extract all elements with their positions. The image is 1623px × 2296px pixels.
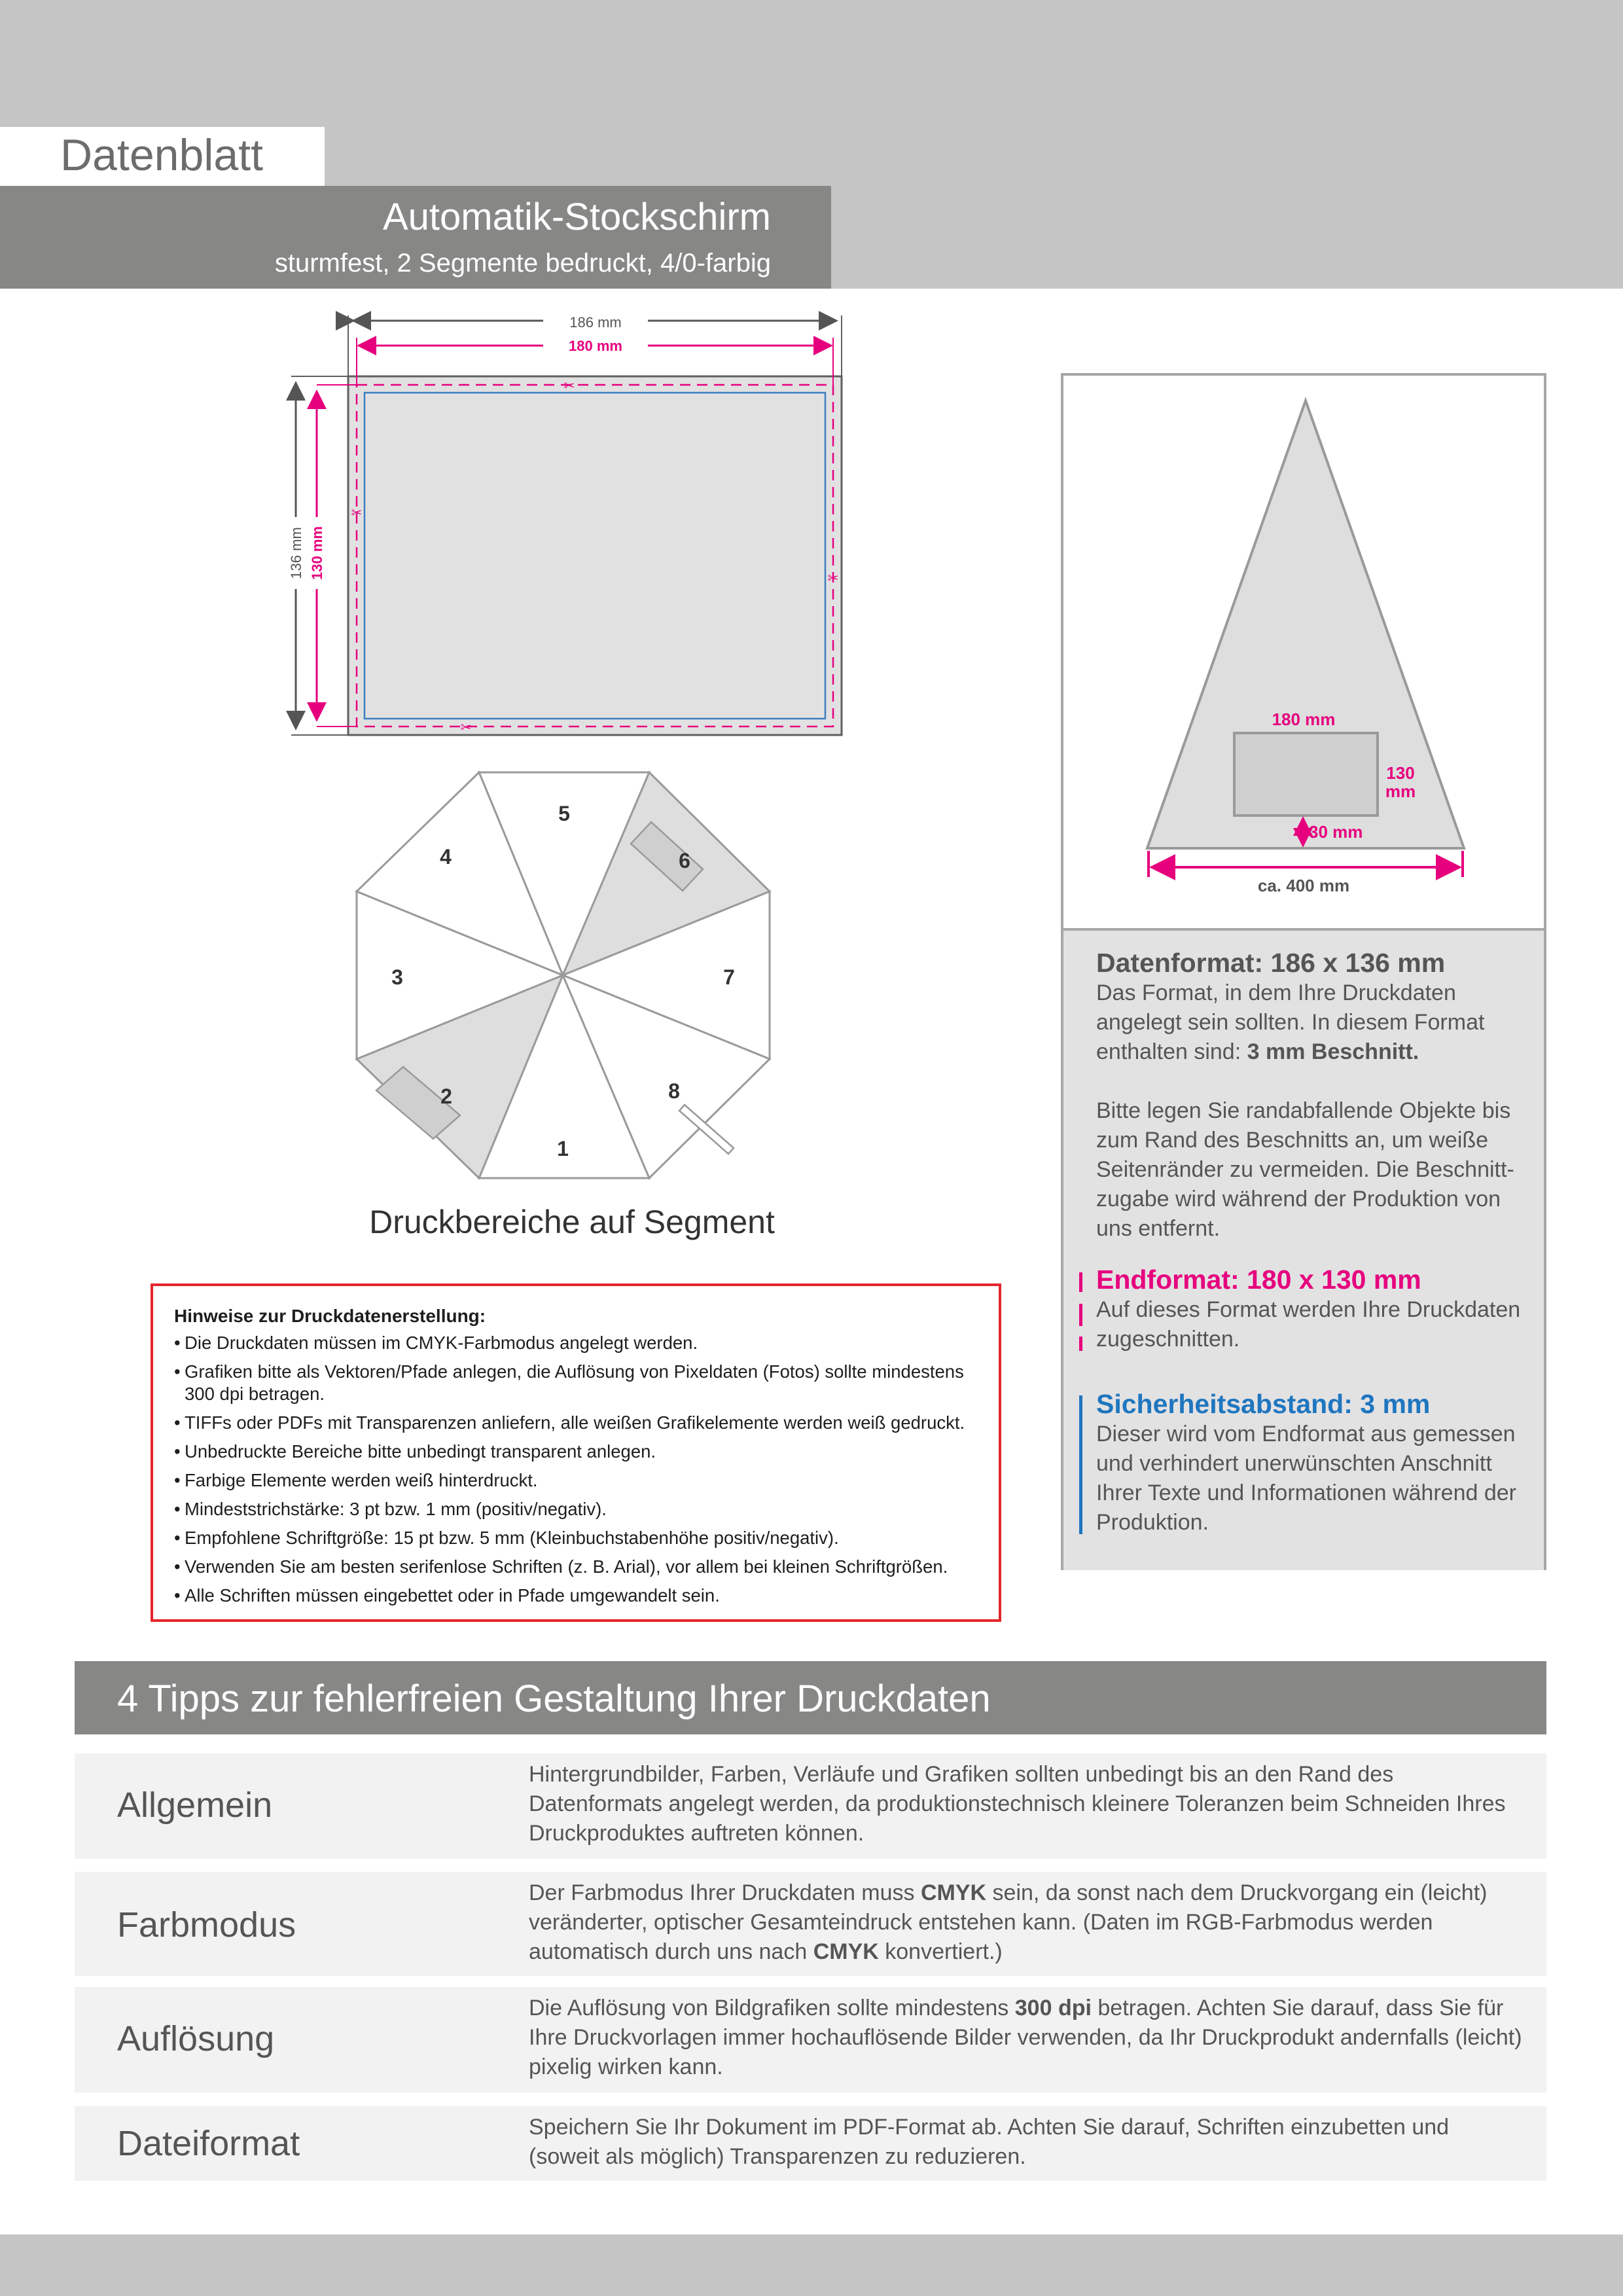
hint-item: • Die Druckdaten müssen im CMYK-Farbmodus angelegt werden. xyxy=(174,1332,979,1354)
bottom-band xyxy=(0,2234,1623,2296)
tip-text: Der Farbmodus Ihrer Druckdaten muss CMYK sein, da sonst nach dem Druckvorgang ein (leicht) veränderter, optischer Gesamteindruck entstehen kann. (Daten im RGB-Farbmodus werden automatisch durch uns nach CMYK konvertiert.) xyxy=(529,1880,1488,1964)
datenformat-title: Datenformat: 186 x 136 mm xyxy=(1096,948,1446,978)
inner-width-label: 180 mm xyxy=(569,338,622,354)
endformat-block xyxy=(1096,1265,1528,1354)
tip-text: Hintergrundbilder, Farben, Verläufe und Grafiken sollten unbedingt bis an den Rand des Datenformats angelegt werden, da produktionstechnisch kleinere Toleranzen beim Schneiden Ihres Druckproduktes auftreten können. xyxy=(529,1762,1506,1846)
doc-type-tag xyxy=(0,127,325,186)
datenformat-text2: Bitte legen Sie randabfallende Objekte bis zum Rand des Beschnitts an, um weiße Seitenränder zu vermeiden. Die Beschnitt-zugabe wird während der Produktion von uns entfernt. xyxy=(1096,1098,1514,1241)
hint-item: • Grafiken bitte als Vektoren/Pfade anlegen, die Auflösung von Pixeldaten (Fotos) sollte mindestens 300 dpi betragen. xyxy=(174,1361,979,1405)
tip-label: Allgemein xyxy=(117,1785,273,1825)
title-bar xyxy=(0,186,831,289)
umbrella-diagram xyxy=(347,762,785,1194)
scissors-icon: ✂ xyxy=(351,506,363,520)
endformat-marker xyxy=(1079,1272,1082,1292)
sicherheit-text: Dieser wird vom Endformat aus gemessen und verhindert unerwünschten Anschnitt Ihrer Texte und Informationen während der Produktion. xyxy=(1096,1422,1516,1535)
product-subtitle: sturmfest, 2 Segmente bedruckt, 4/0-farbig xyxy=(274,249,771,278)
format-diagram xyxy=(281,308,857,746)
info-text-area xyxy=(1063,928,1544,1570)
print-width-label: 180 mm xyxy=(1272,709,1336,729)
segment-label: 6 xyxy=(679,849,690,872)
inner-height-label: 130 mm xyxy=(309,526,325,580)
endformat-text: Auf dieses Format werden Ihre Druckdaten zugeschnitten. xyxy=(1096,1297,1521,1352)
tip-text: Die Auflösung von Bildgrafiken sollte mindestens 300 dpi betragen. Achten Sie darauf, dass Sie für Ihre Druckvorlagen immer hochauflösende Bilder verwenden, da Ihr Druckprodukt andernfalls (leicht) pixelig wirken kann. xyxy=(529,1996,1522,2079)
endformat-marker xyxy=(1079,1336,1082,1351)
segment-label: 7 xyxy=(723,965,735,989)
hint-item: • Alle Schriften müssen eingebettet oder in Pfade umgewandelt sein. xyxy=(174,1585,979,1607)
tip-text: Speichern Sie Ihr Dokument im PDF-Format ab. Achten Sie darauf, Schriften einzubetten und (soweit als möglich) Transparenzen zu reduzieren. xyxy=(529,2115,1450,2169)
endformat-title: Endformat: 180 x 130 mm xyxy=(1096,1265,1421,1295)
tip-label: Dateiformat xyxy=(117,2124,300,2163)
outer-height-label: 136 mm xyxy=(288,527,304,579)
hints-list xyxy=(174,1332,979,1607)
segment-label: 3 xyxy=(391,965,403,989)
hint-item: • Unbedruckte Bereiche bitte unbedingt transparent anlegen. xyxy=(174,1441,979,1463)
tip-label: Farbmodus xyxy=(117,1905,296,1945)
hint-item: • Mindeststrichstärke: 3 pt bzw. 1 mm (positiv/negativ). xyxy=(174,1498,979,1520)
hint-item: • Empfohlene Schriftgröße: 15 pt bzw. 5 mm (Kleinbuchstabenhöhe positiv/negativ). xyxy=(174,1527,979,1549)
tips-title: 4 Tipps zur fehlerfreien Gestaltung Ihrer Druckdaten xyxy=(117,1677,991,1720)
datenformat-text: Das Format, in dem Ihre Druckdaten angelegt sein sollten. In diesem Format enthalten sind: 3 mm Beschnitt. xyxy=(1096,980,1485,1064)
sicherheit-block xyxy=(1096,1389,1528,1537)
scissors-icon: ✂ xyxy=(827,571,839,586)
scissors-icon: ✂ xyxy=(563,379,575,393)
endformat-marker xyxy=(1079,1304,1082,1326)
doc-type-label: Datenblatt xyxy=(60,130,263,180)
tip-row-allgemein xyxy=(75,1753,1546,1859)
scissors-icon: ✂ xyxy=(460,721,472,735)
hint-item: • Farbige Elemente werden weiß hinterdruckt. xyxy=(174,1469,979,1492)
sicherheit-title: Sicherheitsabstand: 3 mm xyxy=(1096,1389,1431,1419)
datenformat-block xyxy=(1096,948,1528,1244)
hints-title: Hinweise zur Druckdatenerstellung: xyxy=(174,1306,486,1326)
tip-row-dateiformat xyxy=(75,2106,1546,2181)
print-area-rect xyxy=(1234,733,1378,816)
product-title: Automatik-Stockschirm xyxy=(382,196,771,238)
tips-header xyxy=(75,1661,1546,1734)
print-height-label: 130 xyxy=(1386,763,1415,783)
outer-width-label: 186 mm xyxy=(569,314,622,331)
tip-row-aufloesung xyxy=(75,1987,1546,2092)
segment-label: 4 xyxy=(440,845,452,869)
data-format-rect xyxy=(348,376,842,735)
segment-label: 1 xyxy=(557,1137,569,1160)
segment-diagram xyxy=(1063,376,1544,928)
print-height-label-unit: mm xyxy=(1385,781,1416,801)
bottom-offset-label: 30 mm xyxy=(1309,822,1363,842)
tip-label: Auflösung xyxy=(117,2019,275,2058)
tip-row-farbmodus xyxy=(75,1872,1546,1976)
segment-label: 2 xyxy=(440,1085,452,1108)
info-panel xyxy=(1061,373,1546,1570)
segment-label: 8 xyxy=(668,1079,680,1103)
umbrella-caption: Druckbereiche auf Segment xyxy=(369,1204,775,1240)
base-width-label: ca. 400 mm xyxy=(1257,876,1350,895)
hint-item: • Verwenden Sie am besten serifenlose Schriften (z. B. Arial), vor allem bei kleinen Schriftgrößen. xyxy=(174,1556,979,1578)
hint-item: • TIFFs oder PDFs mit Transparenzen anliefern, alle weißen Grafikelemente werden weiß gedruckt. xyxy=(174,1412,979,1434)
sicherheit-marker xyxy=(1079,1395,1082,1534)
segment-label: 5 xyxy=(558,802,570,825)
hints-box xyxy=(151,1283,1001,1622)
